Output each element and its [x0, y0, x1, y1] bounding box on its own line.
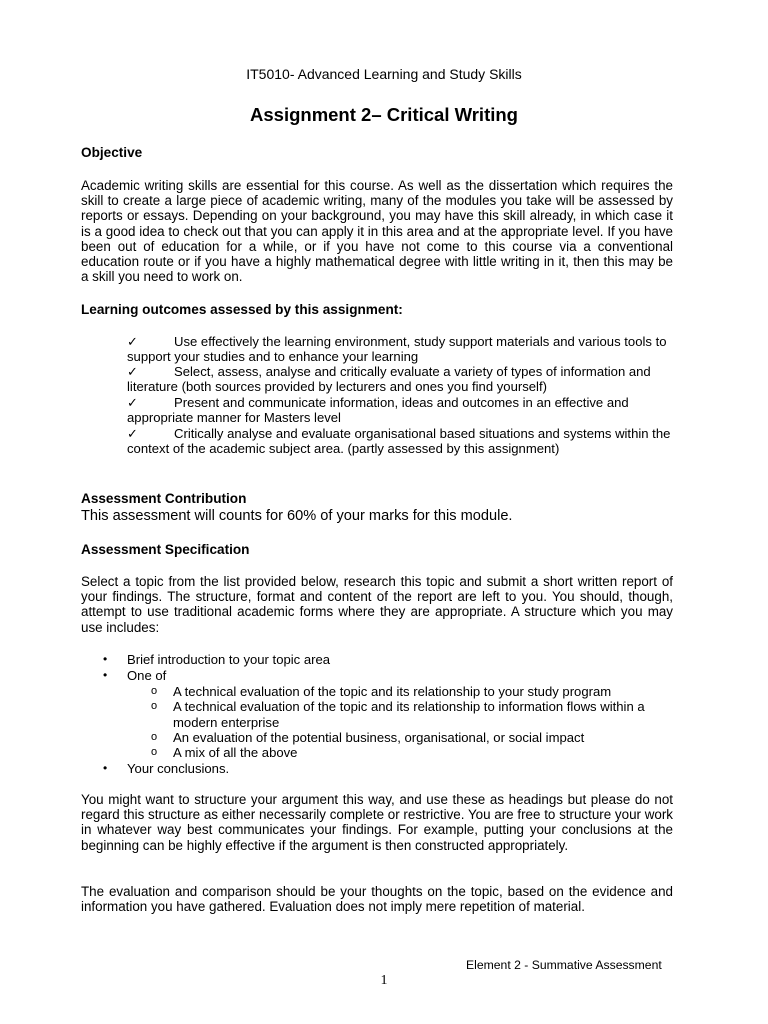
- circle-bullet-icon: o: [151, 731, 158, 744]
- bullet-icon: •: [103, 760, 108, 775]
- outcomes-heading: Learning outcomes assessed by this assignment:: [81, 302, 403, 317]
- page-title: Assignment 2– Critical Writing: [250, 104, 518, 125]
- outcome-text: Use effectively the learning environment, study support materials and various tools to support your studies and to enhance your learning: [127, 334, 667, 365]
- outcome-item-1: [127, 334, 673, 365]
- outcome-item-4: [127, 426, 673, 457]
- outcome-item-3: [127, 395, 673, 426]
- course-title: IT5010- Advanced Learning and Study Skills: [246, 66, 522, 82]
- specification-paragraph-3: The evaluation and comparison should be your thoughts on the topic, based on the evidence and information you have gathered. Evaluation does not imply mere repetition of material.: [81, 884, 673, 915]
- sub-list-item: [147, 699, 676, 730]
- list-item-text: One of: [127, 668, 167, 684]
- contribution-heading: Assessment Contribution: [81, 491, 247, 506]
- specification-paragraph-2: You might want to structure your argument this way, and use these as headings but please do not regard this structure as either necessarily complete or restrictive. You are free to structure your work in whatever way best communicates your findings. For example, putting your conclusions at the beginning can be highly effective if the argument is then constructed appropriately.: [81, 792, 673, 853]
- page-number: 1: [380, 973, 388, 988]
- outcome-text: Present and communicate information, ideas and outcomes in an effective and appropriate manner for Masters level: [127, 395, 629, 426]
- sub-list-item: [147, 684, 676, 699]
- sub-list-item: [147, 730, 676, 745]
- circle-bullet-icon: o: [151, 746, 158, 759]
- sub-list-item-text: A technical evaluation of the topic and its relationship to information flows within a modern enterprise: [173, 699, 645, 730]
- structure-list: [101, 652, 676, 776]
- list-item: [101, 652, 676, 667]
- specification-heading: Assessment Specification: [81, 542, 250, 557]
- objective-heading: Objective: [81, 145, 143, 160]
- outcome-text: Select, assess, analyse and critically evaluate a variety of types of information and literature (both sources provided by lecturers and ones you find yourself): [127, 364, 651, 395]
- list-item-text: Brief introduction to your topic area: [127, 652, 331, 667]
- specification-intro: Select a topic from the list provided below, research this topic and submit a short written report of your findings. The structure, format and content of the report are left to you. You should, though, attempt to use traditional academic forms where they are appropriate. A structure which you may use includes:: [81, 574, 673, 635]
- list-item: [101, 761, 676, 776]
- outcome-text: Critically analyse and evaluate organisational based situations and systems within the context of the academic subject area. (partly assessed by this assignment): [127, 426, 671, 457]
- contribution-text: This assessment will counts for 60% of your marks for this module.: [81, 508, 513, 524]
- sub-list-item-text: A technical evaluation of the topic and its relationship to your study program: [173, 683, 612, 699]
- check-icon: ✓: [127, 395, 138, 410]
- check-icon: ✓: [127, 426, 138, 441]
- objective-paragraph: Academic writing skills are essential for this course. As well as the dissertation which requires the skill to create a large piece of academic writing, many of the modules you take will be assessed by reports or essays. Depending on your background, you may have this skill already, in which case it is a good idea to check out that you can apply it in this area and at the appropriate level. If you have been out of education for a while, or if you have not come to this course via a conventional education route or if you have a highly mathematical degree with little writing in it, then this may be a skill you need to work on.: [81, 178, 673, 285]
- sub-list-item-text: A mix of all the above: [173, 745, 298, 761]
- list-item: [101, 668, 676, 683]
- circle-bullet-icon: o: [151, 684, 158, 697]
- bullet-icon: •: [103, 652, 108, 666]
- outcome-item-2: [127, 364, 673, 395]
- check-icon: ✓: [127, 364, 138, 379]
- sub-list-item: [147, 745, 676, 760]
- list-item-text: Your conclusions.: [127, 760, 230, 776]
- footer-label: Element 2 - Summative Assessment: [466, 958, 662, 972]
- check-icon: ✓: [127, 334, 138, 349]
- circle-bullet-icon: o: [151, 700, 158, 713]
- sub-list-item-text: An evaluation of the potential business, organisational, or social impact: [173, 730, 585, 746]
- bullet-icon: •: [103, 668, 108, 683]
